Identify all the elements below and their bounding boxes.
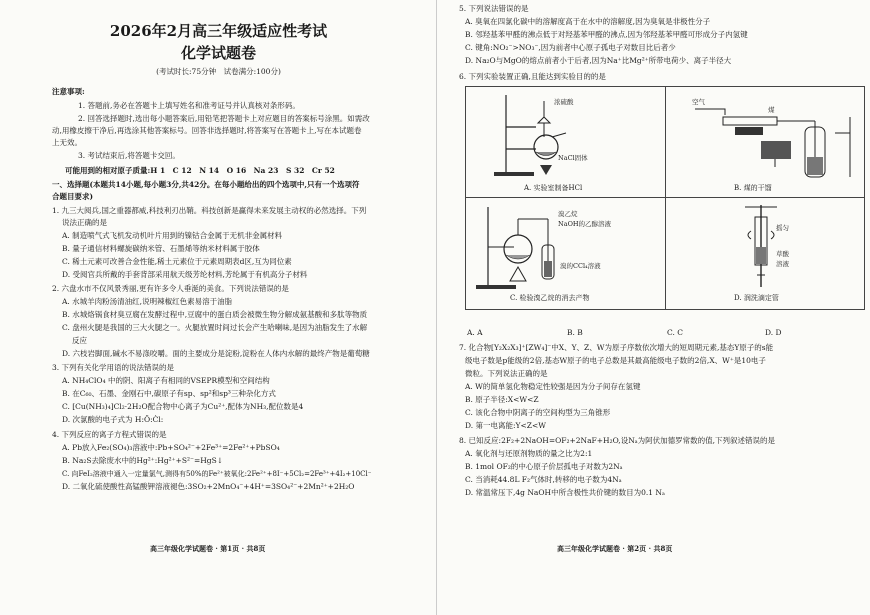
reagent-label: 摇匀: [776, 224, 789, 232]
question-2-option-c: C. 盘州火腿是我国的三大火腿之一。火腿放置时间过长会产生哈喇味,是因为油脂发生了水解: [62, 323, 368, 332]
question-7-option-d: D. 第一电离能:Y<Z<W: [465, 421, 546, 430]
exam-subject-title: 化学试题卷: [180, 44, 256, 62]
question-6-option-b: B. B: [567, 328, 583, 337]
question-5-option-b: B. 邻羟基苯甲醛的沸点低于对羟基苯甲醛的沸点,因为邻羟基苯甲醛可形成分子内氢键: [465, 30, 748, 39]
question-6-option-d: D. D: [765, 328, 782, 337]
question-7-stem: 级电子数是p能级的2倍,基态W原子的电子总数是其最高能级电子数的2倍,X、W⁺是10电子: [465, 356, 766, 365]
exam-duration: (考试时长:75分钟 试卷满分:100分): [156, 67, 281, 76]
question-2-option-c-cont: 反应: [72, 336, 87, 345]
question-7-option-c: C. 该化合物中阴离子的空间构型为三角锥形: [465, 408, 611, 417]
reagent-label: NaOH的乙醇溶液: [558, 220, 612, 228]
question-1-option-d: D. 受阅官兵所戴的手套背部采用航天级芳纶材料,芳纶属于有机高分子材料: [62, 270, 308, 279]
page-footer: 高三年级化学试题卷 · 第2页 · 共8页: [557, 544, 673, 553]
question-5-stem: 5. 下列说法错误的是: [459, 4, 529, 13]
question-8-option-d: D. 常温常压下,4g NaOH中所含极性共价键的数目为0.1 Nₐ: [465, 488, 665, 497]
option-c-caption: C. 检验溴乙烷的消去产物: [510, 294, 590, 302]
notice-line: 1. 答题前,务必在答题卡上填写姓名和准考证号并认真核对条形码。: [78, 101, 300, 110]
question-8-option-a: A. 氧化剂与还原剂物质的量之比为2:1: [465, 449, 593, 458]
option-a-caption: A. 实验室制备HCl: [524, 184, 583, 192]
question-6-stem: 6. 下列实验装置正确,且能达到实验目的的是: [459, 72, 606, 81]
option-b-caption: B. 煤的干馏: [734, 184, 772, 192]
question-2-option-b: B. 水城烙锅食材臭豆腐在发酵过程中,豆腐中的蛋白质会被微生物分解成氨基酸和多肽等物质: [62, 310, 368, 319]
question-8-stem: 8. 已知反应:2F₂+2NaOH=OF₂+2NaF+H₂O,设Nₐ为阿伏加德罗常数的值,下列叙述错误的是: [459, 436, 776, 445]
reagent-label: 溶液: [776, 260, 789, 268]
question-8-option-c: C. 当消耗44.8L F₂气体时,转移的电子数为4Nₐ: [465, 475, 622, 484]
question-4-option-b: B. Na₂S去除废水中的Hg²⁺:Hg²⁺+S²⁻=HgS↓: [62, 456, 224, 465]
question-2-stem: 2. 六盘水市不仅风景秀丽,更有许多令人垂涎的美食。下列说法错误的是: [52, 284, 289, 293]
section-heading: 合题目要求): [52, 192, 94, 201]
question-1-option-a: A. 制造喷气式飞机发动机叶片用到的镍钴合金属于无机非金属材料: [62, 231, 283, 240]
question-6-option-c: C. C: [667, 328, 683, 337]
question-3-option-d: D. 次氯酸的电子式为 H:Ö:Ċl:: [62, 415, 164, 424]
question-5-option-c: C. 键角:NO₂⁻>NO₃⁻,因为前者中心原子孤电子对数目比后者少: [465, 43, 676, 52]
question-1-stem: 1. 九三大阅兵,国之重器都威,科技利刃出鞘。科技创新是赢得未来发展主动权的必然选择。下列: [52, 206, 367, 215]
question-3-option-c: C. [Cu(NH₃)₄]Cl₂·2H₂O配合物中心离子为Cu²⁺,配体为NH₃,配位数是4: [62, 402, 304, 411]
question-2-option-d: D. 六枝岩脚面,碱水不易涤咬嚼。面的主要成分是淀粉,淀粉在人体内水解的最终产物是葡萄糖: [62, 349, 370, 358]
notice-line: 2. 回答选择题时,选出每小题答案后,用铅笔把答题卡上对应题目的答案标号涂黑。如需改: [78, 114, 370, 123]
option-d-caption: D. 润洗滴定管: [734, 294, 779, 302]
question-6-option-a: A. A: [467, 328, 483, 337]
question-1-option-b: B. 量子通信材料螺旋碳纳米管、石墨烯等纳米材料属于胶体: [62, 244, 260, 253]
question-4-option-c: C. 向FeI₂溶液中通入一定量氯气,测得有50%的Fe²⁺被氧化:2Fe²⁺+8I⁻+5Cl₂=2Fe³⁺+4I₂+10Cl⁻: [62, 470, 372, 478]
question-1-option-c: C. 稀土元素可改善合金性能,稀土元素位于元素周期表d区,互为同位素: [62, 257, 292, 266]
reagent-label: 煤: [768, 106, 775, 114]
question-3-option-a: A. NH₄ClO₄ 中的阴、阳离子有相同的VSEPR模型和空间结构: [62, 376, 270, 385]
notice-line: 上无效。: [52, 138, 82, 147]
experiment-figure: [465, 86, 865, 310]
reagent-label: 草酸: [776, 250, 789, 258]
reagent-label: 溴乙烷: [558, 210, 578, 218]
reagent-label: 溴的CCl₄溶液: [560, 262, 601, 270]
notice-line: 3. 考试结束后,将答题卡交回。: [78, 151, 180, 160]
question-1-stem: 说法正确的是: [62, 218, 107, 227]
question-4-stem: 4. 下列反应的离子方程式错误的是: [52, 430, 167, 439]
reagent-label: 空气: [692, 98, 705, 106]
notice-line: 动,用橡皮擦干净后,再选涂其他答案标号。回答非选择题时,将答案写在答题卡上,写在本试题卷: [52, 126, 362, 135]
reagent-label: 浓硫酸: [554, 98, 574, 106]
question-5-option-a: A. 臭氧在四氯化碳中的溶解度高于在水中的溶解度,因为臭氧是非极性分子: [465, 17, 711, 26]
question-3-stem: 3. 下列有关化学用语的说法错误的是: [52, 363, 175, 372]
question-3-option-b: B. 在C₆₀、石墨、金刚石中,碳原子有sp、sp²和sp³三种杂化方式: [62, 389, 276, 398]
question-4-option-d: D. 二氧化硫使酸性高锰酸钾溶液褪色:3SO₂+2MnO₄⁻+4H⁺=3SO₄²⁻+2Mn²⁺+2H₂O: [62, 482, 355, 491]
question-7-stem: 微粒。下列说法正确的是: [465, 369, 548, 378]
question-8-option-b: B. 1mol OF₂的中心原子价层孤电子对数为2Nₐ: [465, 462, 623, 471]
question-7-option-a: A. W的简单氢化物稳定性较强是因为分子间存在氢键: [465, 382, 641, 391]
exam-page-2: [437, 0, 870, 615]
page-footer: 高三年级化学试题卷 · 第1页 · 共8页: [150, 544, 266, 553]
section-heading: 一、选择题(本题共14小题,每小题3分,共42分。在每小题给出的四个选项中,只有一个选项符: [52, 180, 360, 189]
atomic-masses: 可能用到的相对原子质量:H 1 C 12 N 14 O 16 Na 23 S 32 Cr 52: [65, 166, 335, 175]
question-4-option-a: A. Pb放入Fe₂(SO₄)₃溶液中:Pb+SO₄²⁻+2Fe³⁺=2Fe²⁺+PbSO₄: [62, 443, 280, 452]
question-7-stem: 7. 化合物[Y₂X₂X₃]⁺[ZW₄]⁻中X、Y、Z、W为原子序数依次增大的短周期元素,基态Y原子的s能: [459, 343, 774, 352]
question-2-option-a: A. 水城羊肉粉汤清油红,说明辣椒红色素易溶于油脂: [62, 297, 233, 306]
notice-heading: 注意事项:: [52, 87, 85, 96]
reagent-label: NaCl固体: [558, 154, 588, 162]
question-5-option-d: D. Na₂O与MgO的熔点前者小于后者,因为Na⁺比Mg²⁺所带电荷少、离子半径大: [465, 56, 732, 65]
question-7-option-b: B. 原子半径:X<W<Z: [465, 395, 539, 404]
exam-title: 2026年2月高三年级适应性考试: [109, 22, 328, 40]
